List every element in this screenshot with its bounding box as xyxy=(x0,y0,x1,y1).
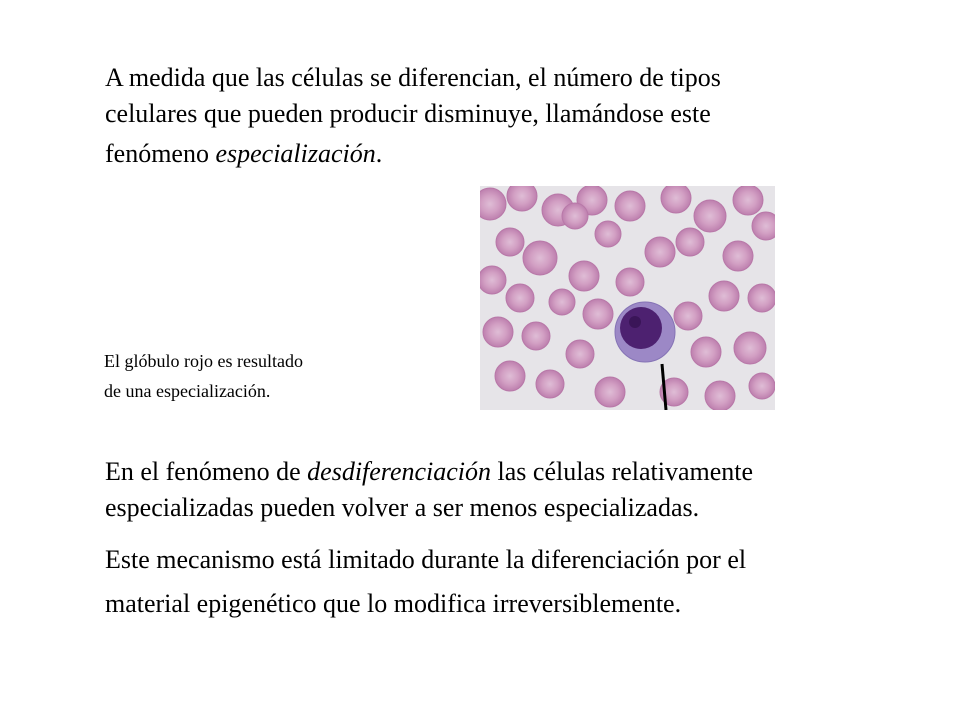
lymphocyte xyxy=(615,302,675,362)
red-blood-cell xyxy=(495,361,525,391)
red-blood-cell xyxy=(691,337,721,367)
red-blood-cell xyxy=(522,322,550,350)
red-blood-cell xyxy=(549,289,575,315)
dediff-line-1-suffix: las células relativamente xyxy=(491,457,754,486)
red-blood-cell xyxy=(480,188,506,220)
red-blood-cell xyxy=(536,370,564,398)
red-blood-cell xyxy=(661,186,691,213)
red-blood-cell xyxy=(615,191,645,221)
red-blood-cell xyxy=(569,261,599,291)
intro-line-1: A medida que las células se diferencian, el número de tipos xyxy=(105,63,721,92)
red-blood-cell xyxy=(709,281,739,311)
image-caption xyxy=(104,346,303,406)
red-blood-cell xyxy=(523,241,557,275)
limit-line-2: material epigenético que lo modifica irreversiblemente. xyxy=(105,589,682,618)
red-blood-cell xyxy=(506,284,534,312)
red-blood-cell xyxy=(507,186,537,211)
red-blood-cell xyxy=(674,302,702,330)
intro-line-3-suffix: . xyxy=(375,139,383,168)
red-blood-cell xyxy=(616,268,644,296)
red-blood-cell xyxy=(723,241,753,271)
red-blood-cell xyxy=(595,221,621,247)
red-blood-cell xyxy=(583,299,613,329)
dediff-line-1-prefix: En el fenómeno de xyxy=(105,457,308,486)
red-blood-cell xyxy=(748,284,775,312)
caption-line-2: de una especialización. xyxy=(104,381,271,401)
intro-line-3 xyxy=(105,136,721,172)
red-blood-cell xyxy=(480,266,506,294)
intro-line-2: celulares que pueden producir disminuye, llamándose este xyxy=(105,99,711,128)
dediff-line-2: especializadas pueden volver a ser menos especializadas. xyxy=(105,493,700,522)
caption-line-1: El glóbulo rojo es resultado xyxy=(104,351,303,371)
intro-line-3-prefix: fenómeno xyxy=(105,139,216,168)
term-especializacion: especialización xyxy=(215,139,376,168)
red-blood-cell xyxy=(566,340,594,368)
red-blood-cell xyxy=(752,212,775,240)
red-blood-cell xyxy=(645,237,675,267)
dediff-line-1 xyxy=(105,454,753,490)
term-desdiferenciacion: desdiferenciación xyxy=(307,457,492,486)
limit-line-1: Este mecanismo está limitado durante la diferenciación por el xyxy=(105,545,747,574)
red-blood-cell xyxy=(733,186,763,215)
red-blood-cell xyxy=(483,317,513,347)
red-blood-cell xyxy=(694,200,726,232)
intro-paragraph xyxy=(105,60,721,172)
lymphocyte-nucleus xyxy=(620,307,662,349)
red-blood-cell xyxy=(595,377,625,407)
dediff-paragraph xyxy=(105,454,753,526)
limit-paragraph xyxy=(105,538,746,626)
red-blood-cell xyxy=(749,373,775,399)
red-blood-cell xyxy=(705,381,735,410)
red-blood-cell xyxy=(734,332,766,364)
blood-cell-micrograph xyxy=(480,186,775,410)
red-blood-cell xyxy=(676,228,704,256)
nucleus-chromatin xyxy=(629,316,641,328)
red-blood-cell xyxy=(562,203,588,229)
red-blood-cell xyxy=(496,228,524,256)
